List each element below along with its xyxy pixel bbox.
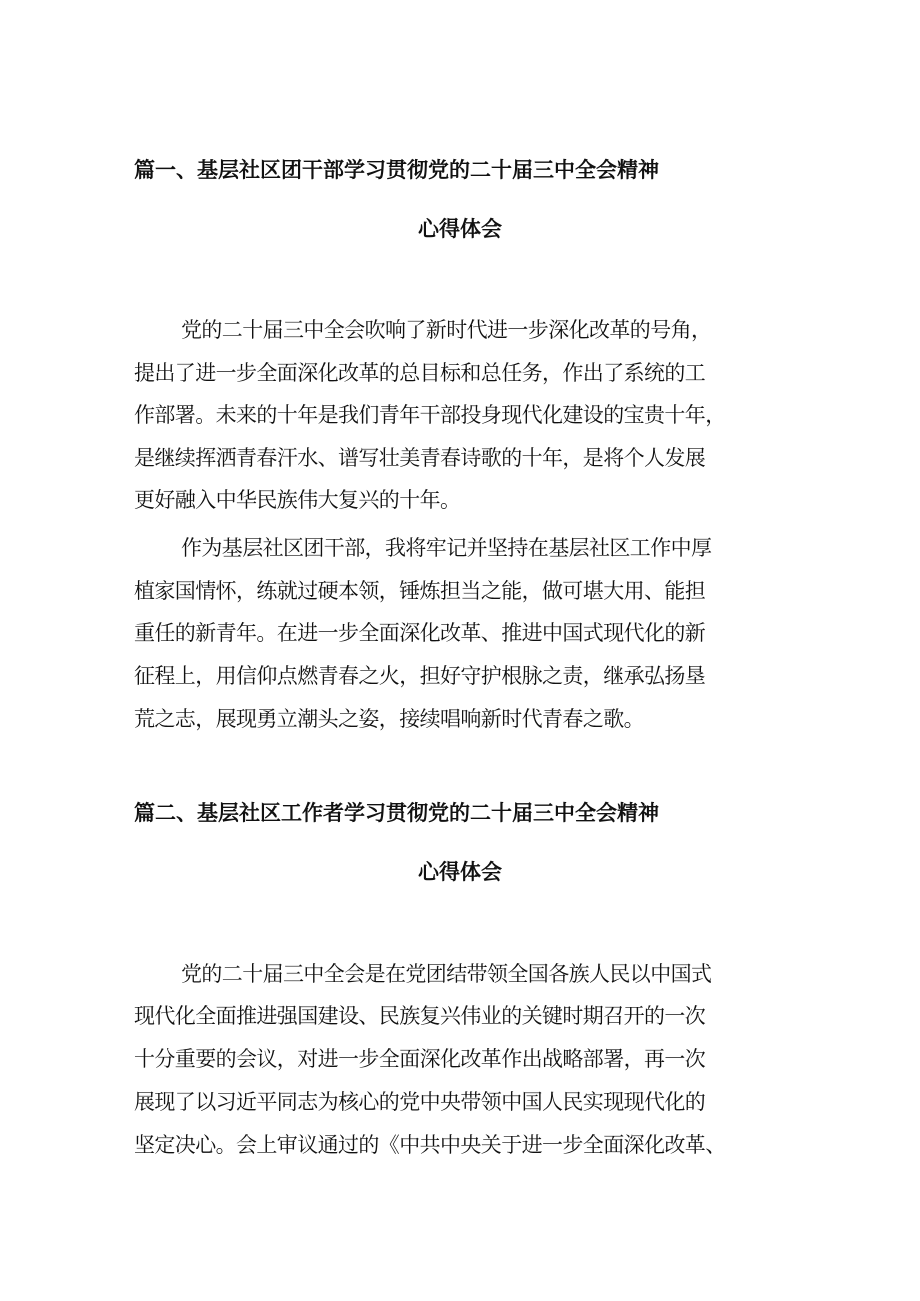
section1-paragraph1-line: 党的二十届三中全会吹响了新时代进一步深化改革的号角，	[181, 318, 712, 342]
section2-paragraph1-line: 现代化全面推进强国建设、民族复兴伟业的关键时期召开的一次	[134, 1004, 706, 1028]
section2-paragraph1-line: 展现了以习近平同志为核心的党中央带领中国人民实现现代化的	[134, 1090, 706, 1114]
section1-paragraph1-line: 是继续挥洒青春汗水、谱写壮美青春诗歌的十年，是将个人发展	[134, 446, 706, 470]
section2-title: 篇二、基层社区工作者学习贯彻党的二十届三中全会精神	[134, 801, 659, 825]
section1-paragraph2-line: 植家国情怀，练就过硬本领，锤炼担当之能，做可堪大用、能担	[134, 579, 706, 603]
section1-paragraph2-line: 荒之志，展现勇立潮头之姿，接续唱响新时代青春之歌。	[134, 707, 644, 731]
section2-paragraph1-line: 坚定决心。会上审议通过的《中共中央关于进一步全面深化改革、	[134, 1133, 726, 1157]
section1-paragraph2-line: 征程上，用信仰点燃青春之火，担好守护根脉之责，继承弘扬垦	[134, 664, 706, 688]
section1-title: 篇一、基层社区团干部学习贯彻党的二十届三中全会精神	[134, 158, 659, 182]
section1-paragraph2-line: 作为基层社区团干部，我将牢记并坚持在基层社区工作中厚	[181, 536, 712, 560]
section2-paragraph1-line: 十分重要的会议，对进一步全面深化改革作出战略部署，再一次	[134, 1047, 706, 1071]
section1-paragraph2-line: 重任的新青年。在进一步全面深化改革、推进中国式现代化的新	[134, 621, 706, 645]
section2-subtitle: 心得体会	[418, 860, 502, 884]
section1-paragraph1-line: 提出了进一步全面深化改革的总目标和总任务，作出了系统的工	[134, 361, 706, 385]
section2-paragraph1-line: 党的二十届三中全会是在党团结带领全国各族人民以中国式	[181, 962, 712, 986]
section1-paragraph1-line: 更好融入中华民族伟大复兴的十年。	[134, 488, 461, 512]
section1-paragraph1-line: 作部署。未来的十年是我们青年干部投身现代化建设的宝贵十年，	[134, 403, 726, 427]
section1-subtitle: 心得体会	[418, 217, 502, 241]
